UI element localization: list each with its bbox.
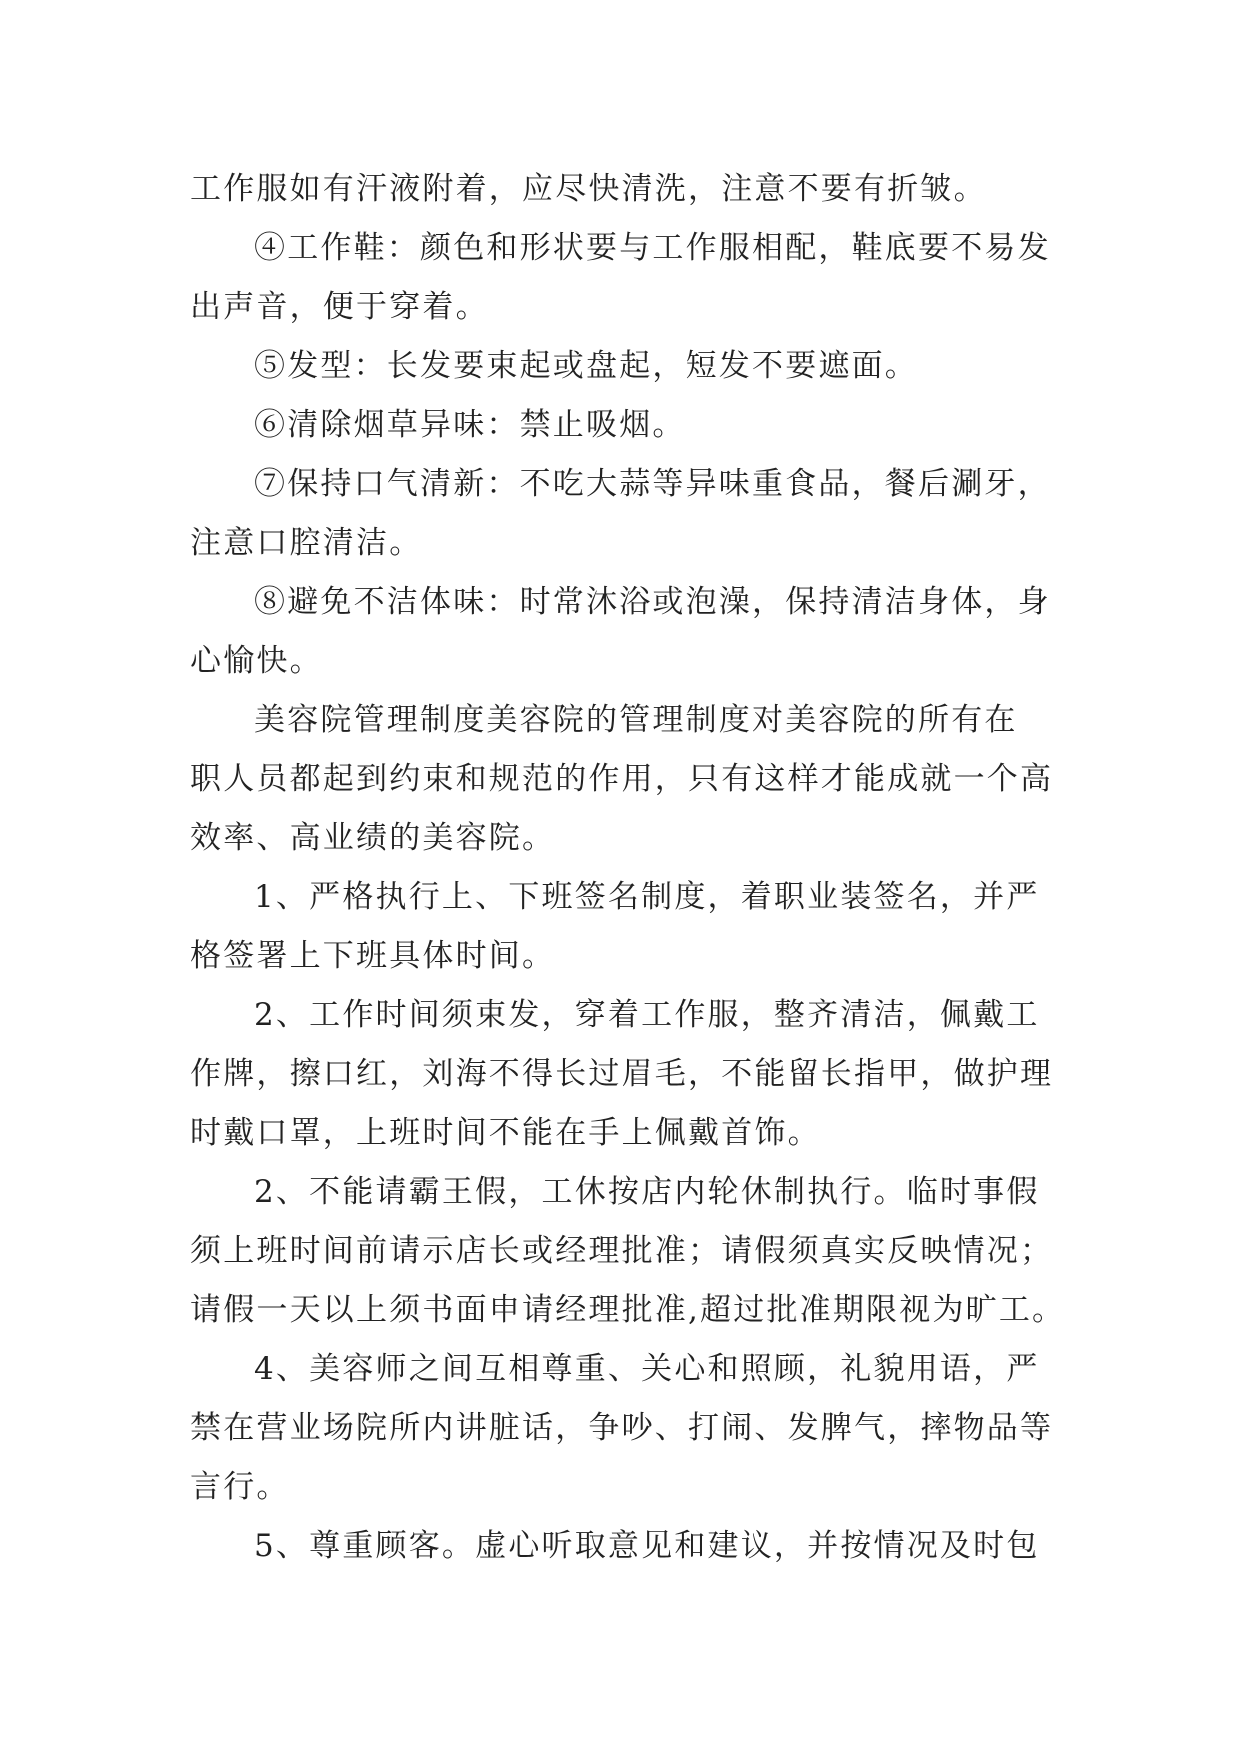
text-line: 心愉快。 (190, 643, 323, 679)
text-line: 时戴口罩，上班时间不能在手上佩戴首饰。 (190, 1115, 821, 1151)
text-line: 格签署上下班具体时间。 (190, 938, 556, 974)
text-line: 效率、高业绩的美容院。 (190, 820, 556, 856)
text-line: 禁在营业场院所内讲脏话，争吵、打闹、发脾气，摔物品等 (190, 1410, 1054, 1446)
text-line: 注意口腔清洁。 (190, 525, 423, 561)
text-line: 言行。 (190, 1469, 290, 1505)
text-line: 美容院管理制度美容院的管理制度对美容院的所有在 (254, 702, 1018, 738)
text-line: 2、工作时间须束发，穿着工作服，整齐清洁，佩戴工 (254, 997, 1040, 1033)
text-line: 1、严格执行上、下班签名制度，着职业装签名，并严 (254, 879, 1040, 915)
text-line: ④工作鞋：颜色和形状要与工作服相配，鞋底要不易发 (254, 230, 1051, 266)
text-line: 职人员都起到约束和规范的作用，只有这样才能成就一个高 (190, 761, 1054, 797)
text-line: 请假一天以上须书面申请经理批准,超过批准期限视为旷工。 (190, 1292, 1066, 1328)
text-line: ⑤发型：长发要束起或盘起，短发不要遮面。 (254, 348, 918, 384)
text-line: ⑧避免不洁体味：时常沐浴或泡澡，保持清洁身体，身 (254, 584, 1051, 620)
text-line: 工作服如有汗液附着，应尽快清洗，注意不要有折皱。 (190, 171, 987, 207)
text-line: 须上班时间前请示店长或经理批准；请假须真实反映情况； (190, 1233, 1054, 1269)
text-line: 作牌，擦口红，刘海不得长过眉毛，不能留长指甲，做护理 (190, 1056, 1054, 1092)
text-line: 2、不能请霸王假，工休按店内轮休制执行。临时事假 (254, 1174, 1040, 1210)
text-line: 出声音，便于穿着。 (190, 289, 489, 325)
text-line: 4、美容师之间互相尊重、关心和照顾，礼貌用语，严 (254, 1351, 1040, 1387)
text-line: ⑦保持口气清新：不吃大蒜等异味重食品，餐后涮牙， (254, 466, 1051, 502)
text-line: ⑥清除烟草异味：禁止吸烟。 (254, 407, 686, 443)
text-line: 5、尊重顾客。虚心听取意见和建议，并按情况及时包 (254, 1528, 1040, 1564)
document-body (190, 160, 1066, 1576)
